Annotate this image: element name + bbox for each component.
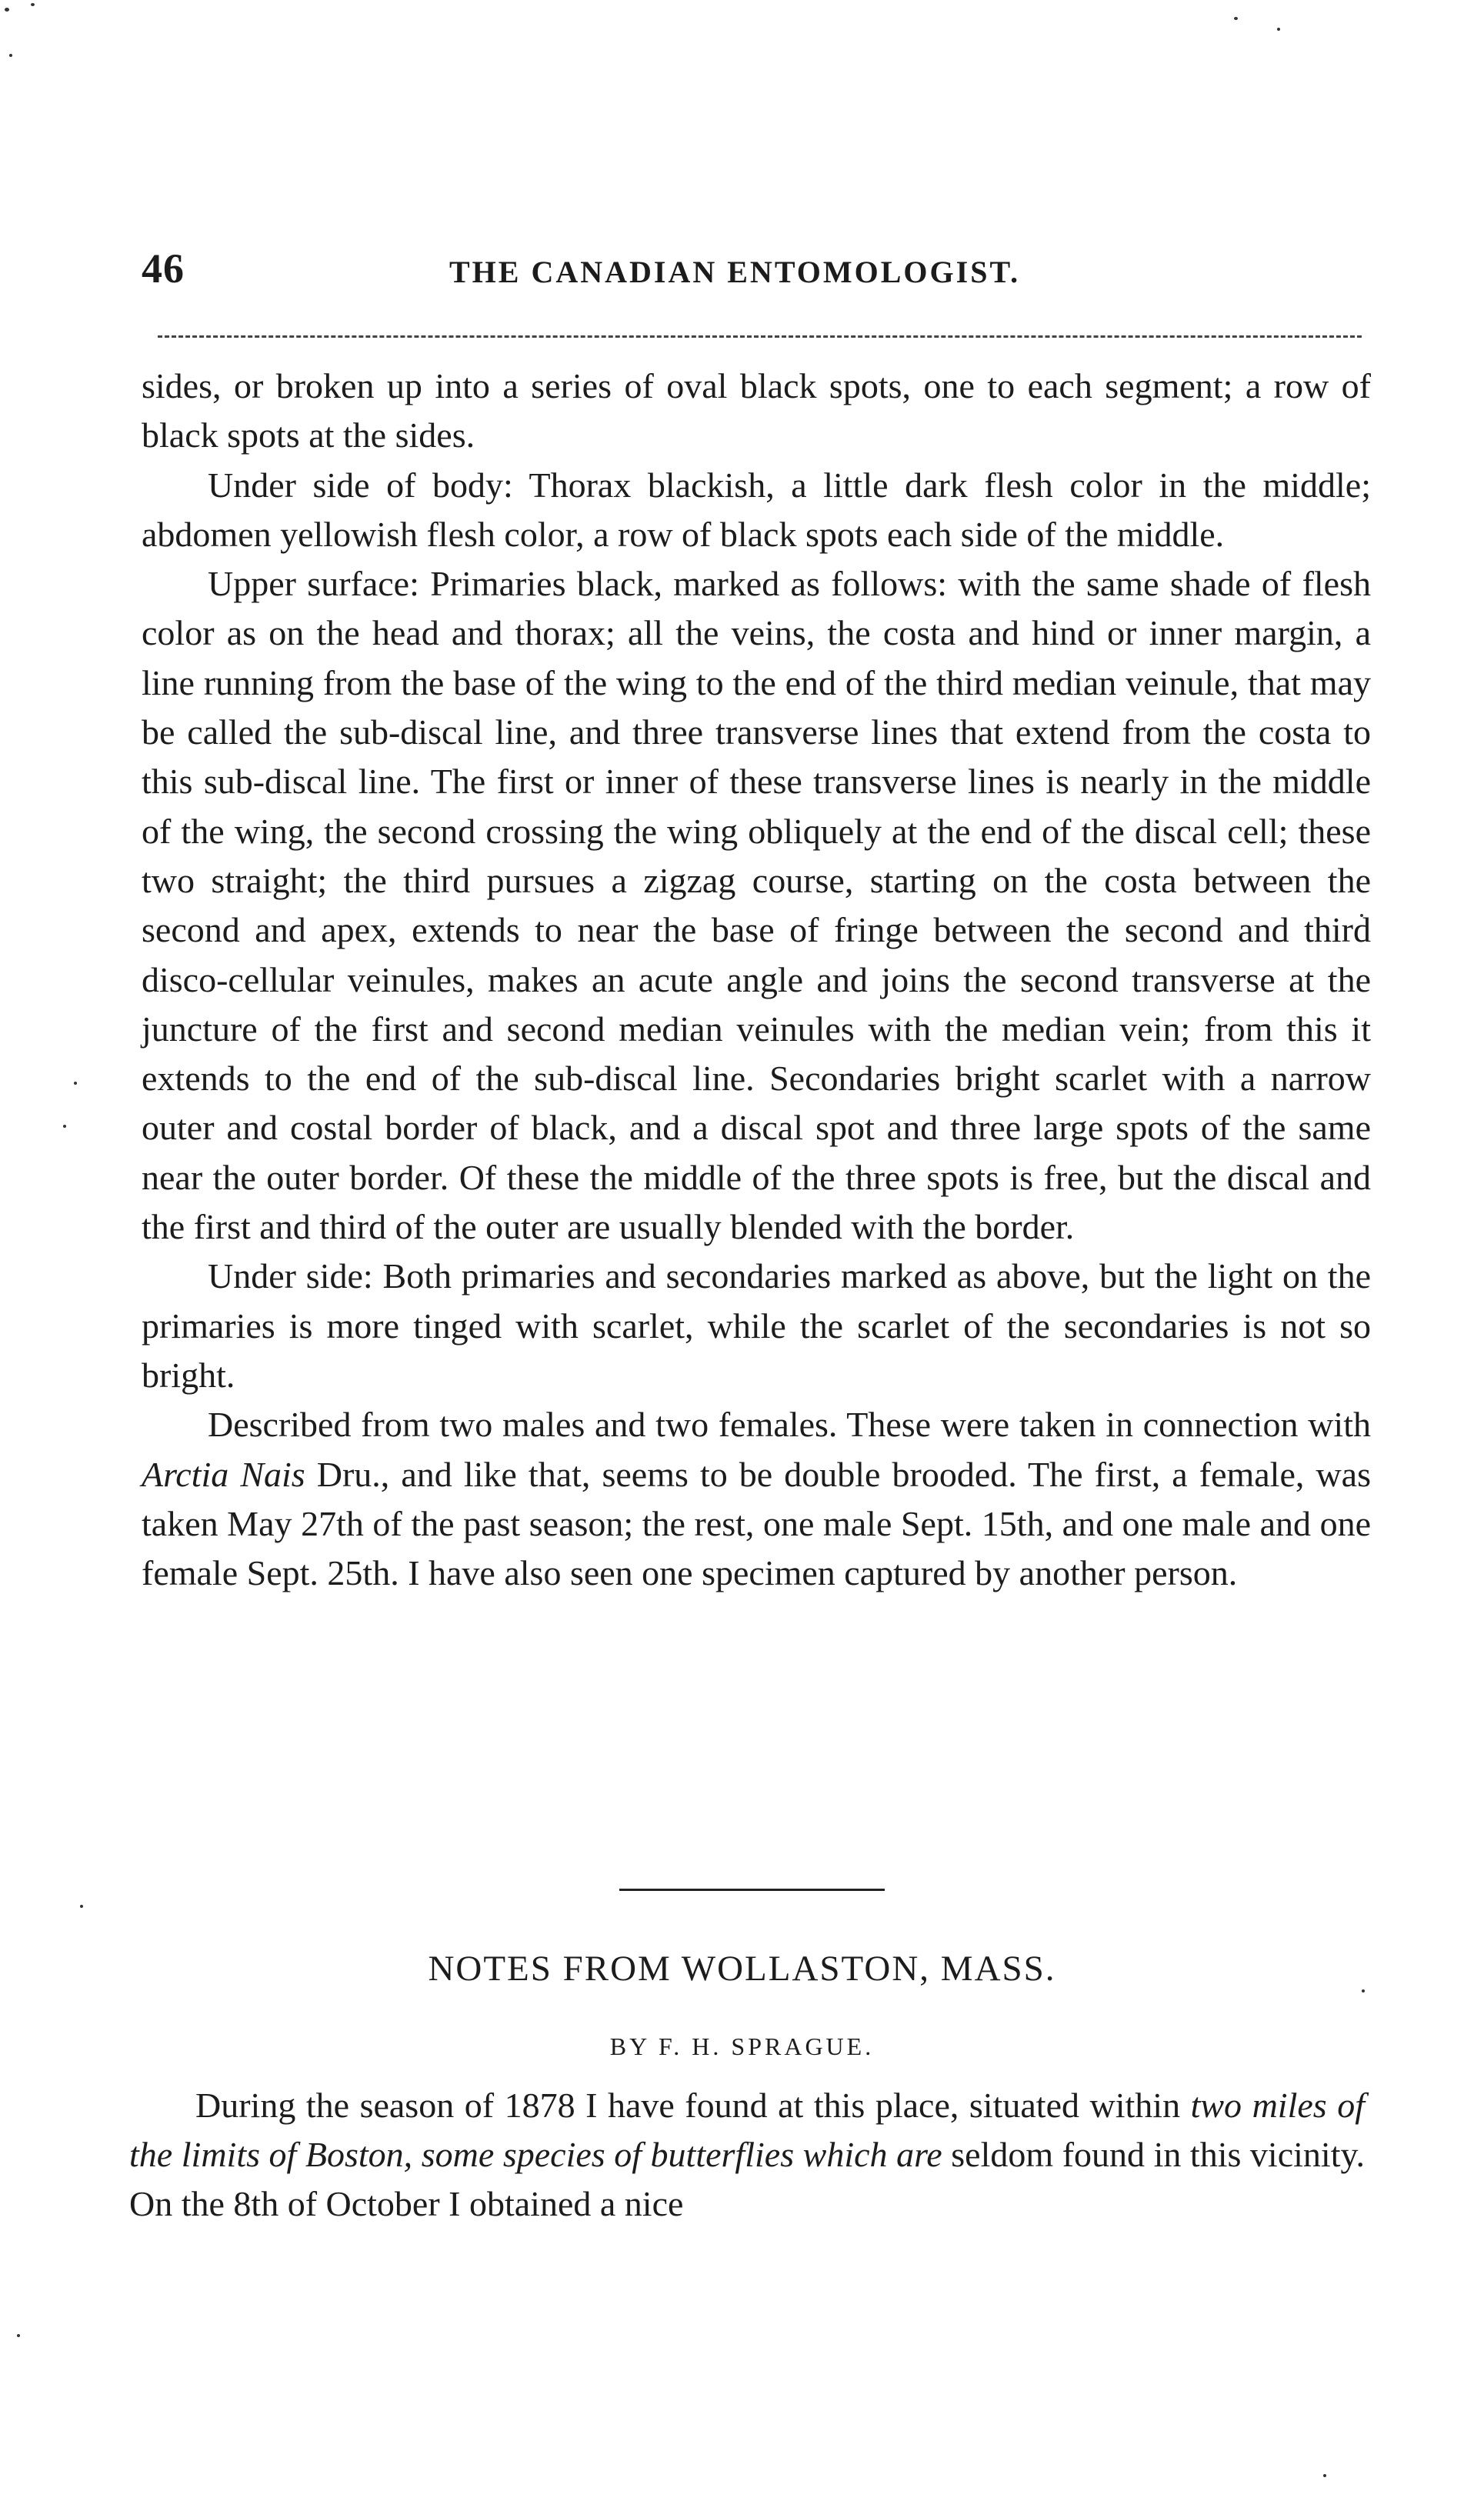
description-paragraph: Upper surface: Primaries black, marked as follows: with the same shade of flesh color as on the head and thorax; all the veins, the costa and hind or inner margin, a line running from the base of the wing to the end of the third median veinule, that may be called the sub-discal line, and three transverse lines that extend from the costa to this sub-discal line. The first or inner of these transverse lines is nearly in the middle of the wing, the second crossing the wing obliquely at the end of the discal cell; these two straight; the third pursues a zigzag course, starting on the costa between the second and apex, extends to near the base of fringe between the second and third disco-cellular veinules, makes an acute angle and joins the second transverse at the juncture of the first and second median veinules with the median vein; from this it extends to the end of the sub-discal line. Secondaries bright scarlet with a narrow outer and costal border of black, and a discal spot and three large spots of the same near the outer border. Of these the middle of the three spots is free, but the discal and the first and third of the outer are usually blended with the border.	[142, 564, 1371, 1247]
description-paragraph	[142, 1400, 1371, 1598]
scan-speck	[1277, 28, 1280, 31]
paragraph-text: Described from two males and two females. These were taken in connection with	[208, 1405, 1371, 1445]
scan-speck	[1234, 17, 1238, 20]
paragraph-text: seldom found in this vicinity. On the 8th of October I obtained a nice	[129, 2135, 1365, 2223]
journal-title: THE CANADIAN ENTOMOLOGIST.	[449, 255, 1021, 289]
species-name: Arctia Nais	[142, 1454, 305, 1494]
scan-speck	[9, 54, 12, 57]
article-paragraph	[129, 2081, 1365, 2229]
scan-speck	[1362, 1989, 1365, 1992]
running-head	[142, 245, 1372, 306]
scan-speck	[63, 1125, 66, 1128]
paragraph-text: Dru., and like that, seems to be double brooded. The first, a female, was taken May 27th of the past season; the rest, one male Sept. 15th, and one male and one female Sept. 25th. I have also seen one specimen captured by another person.	[142, 1454, 1371, 1593]
description-paragraph: Under side: Both primaries and secondaries marked as above, but the light on the primaries is more tinged with scarlet, while the scarlet of the secondaries is not so bright.	[142, 1256, 1371, 1395]
article-title: NOTES FROM WOLLASTON, MASS.	[428, 1949, 1056, 1989]
article-byline: BY F. H. SPRAGUE.	[609, 2032, 875, 2060]
page-number: 46	[142, 245, 185, 292]
description-paragraph: sides, or broken up into a series of oval black spots, one to each segment; a row of black spots at the sides.	[142, 366, 1371, 455]
scan-speck	[5, 8, 9, 12]
scan-speck	[80, 1905, 83, 1908]
section-divider	[619, 1889, 885, 1891]
header-rule	[158, 335, 1362, 338]
article-body	[129, 2081, 1365, 2229]
description-paragraph: Under side of body: Thorax blackish, a little dark flesh color in the middle; abdomen yellowish flesh color, a row of black spots each side of the middle.	[142, 465, 1371, 554]
paragraph-text: During the season of 1878 I have found at this place, situated within	[195, 2086, 1191, 2125]
scan-speck	[31, 3, 35, 6]
scan-speck	[17, 2334, 20, 2337]
italic-text: two miles of the limits of Boston, some species of butterflies which are	[129, 2086, 1365, 2174]
species-description	[142, 362, 1371, 1598]
scan-speck	[74, 1082, 77, 1085]
scan-speck	[1323, 2474, 1326, 2477]
